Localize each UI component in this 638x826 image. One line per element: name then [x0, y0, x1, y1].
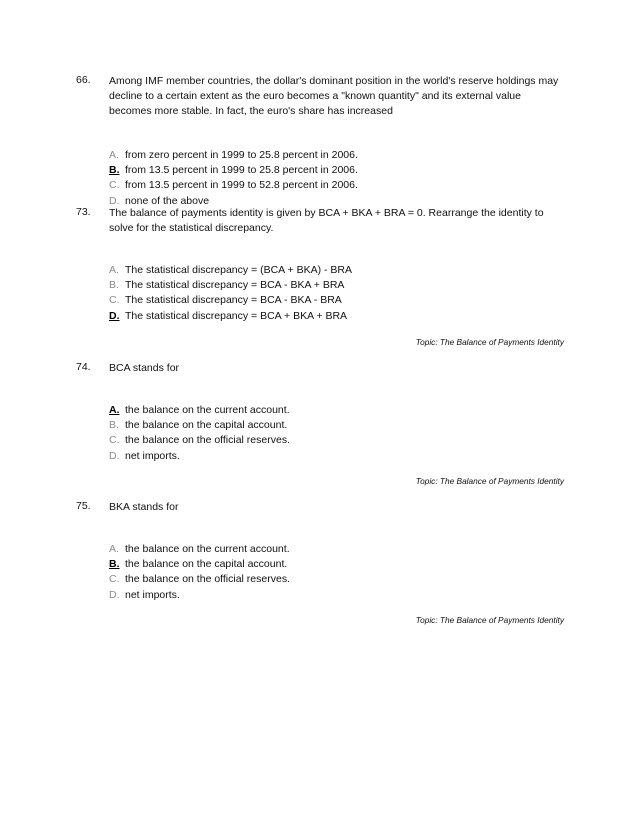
- question-line: The balance of payments identity is given by BCA + BKA + BRA = 0. Rearrange the identity to: [109, 207, 544, 219]
- option-text: The statistical discrepancy = BCA - BKA - BRA: [125, 294, 342, 307]
- option-letter: C.: [109, 179, 120, 192]
- option-d: [109, 309, 352, 324]
- question-line: decline to a certain extent as the euro becomes a "known quantity" and its external value: [109, 90, 521, 103]
- option-letter: D.: [109, 588, 120, 601]
- option-letter: D.: [109, 449, 120, 462]
- option-text: the balance on the capital account.: [125, 419, 288, 432]
- option-letter: A.: [109, 264, 119, 276]
- option-a: [109, 263, 352, 278]
- question-number: 66.: [76, 74, 91, 86]
- question-text: [109, 206, 569, 236]
- topic-label: Topic: The Balance of Payments Identity: [415, 337, 564, 347]
- option-b: [109, 278, 352, 293]
- question-line: becomes more stable. In fact, the euro's share has increased: [109, 105, 393, 118]
- topic-label: Topic: The Balance of Payments Identity: [415, 615, 564, 625]
- option-text: from 13.5 percent in 1999 to 25.8 percent in 2006.: [125, 164, 358, 177]
- option-b: [109, 163, 358, 178]
- option-letter: D.: [109, 194, 120, 207]
- question-text: [109, 74, 569, 120]
- option-c: [109, 178, 358, 193]
- option-text: from 13.5 percent in 1999 to 52.8 percent in 2006.: [125, 179, 358, 192]
- question-number: 75.: [76, 500, 91, 512]
- question-line: Among IMF member countries, the dollar's dominant position in the world's reserve holdings may: [109, 75, 559, 87]
- topic-label: Topic: The Balance of Payments Identity: [415, 476, 564, 486]
- option-text: The statistical discrepancy = BCA - BKA + BRA: [125, 279, 345, 292]
- answer-options: [109, 403, 290, 464]
- option-letter: B.: [109, 419, 119, 432]
- correct-option-letter: B.: [109, 164, 120, 177]
- option-text: net imports.: [125, 449, 180, 462]
- option-b: [109, 418, 290, 433]
- question-line: BKA stands for: [109, 501, 179, 513]
- option-text: the balance on the current account.: [125, 404, 290, 416]
- option-text: The statistical discrepancy = (BCA + BKA) - BRA: [125, 264, 353, 276]
- option-text: the balance on the current account.: [125, 543, 290, 555]
- answer-options: [109, 263, 352, 324]
- option-a: [109, 403, 290, 418]
- correct-option-letter: B.: [109, 558, 120, 571]
- question-line: solve for the statistical discrepancy.: [109, 222, 274, 235]
- correct-option-letter: D.: [109, 309, 120, 322]
- option-d: [109, 449, 290, 464]
- option-text: from zero percent in 1999 to 25.8 percent in 2006.: [125, 149, 358, 161]
- option-text: the balance on the capital account.: [125, 558, 288, 571]
- option-c: [109, 293, 352, 308]
- answer-options: [109, 542, 290, 603]
- option-letter: C.: [109, 294, 120, 307]
- option-c: [109, 433, 290, 448]
- option-text: the balance on the official reserves.: [125, 573, 290, 586]
- option-c: [109, 572, 290, 587]
- option-letter: C.: [109, 434, 120, 447]
- question-text: [109, 361, 569, 376]
- question-text: [109, 500, 569, 515]
- option-text: the balance on the official reserves.: [125, 434, 290, 447]
- answer-options: [109, 148, 358, 209]
- option-a: [109, 148, 358, 163]
- option-text: net imports.: [125, 588, 180, 601]
- option-letter: C.: [109, 573, 120, 586]
- option-b: [109, 557, 290, 572]
- option-a: [109, 542, 290, 557]
- option-d: [109, 588, 290, 603]
- question-number: 74.: [76, 361, 91, 373]
- question-number: 73.: [76, 206, 91, 218]
- option-letter: A.: [109, 543, 119, 555]
- question-line: BCA stands for: [109, 362, 180, 374]
- correct-option-letter: A.: [109, 404, 120, 416]
- option-letter: A.: [109, 149, 119, 161]
- option-letter: B.: [109, 279, 119, 292]
- option-text: none of the above: [125, 194, 210, 207]
- option-text: The statistical discrepancy = BCA + BKA + BRA: [125, 309, 348, 322]
